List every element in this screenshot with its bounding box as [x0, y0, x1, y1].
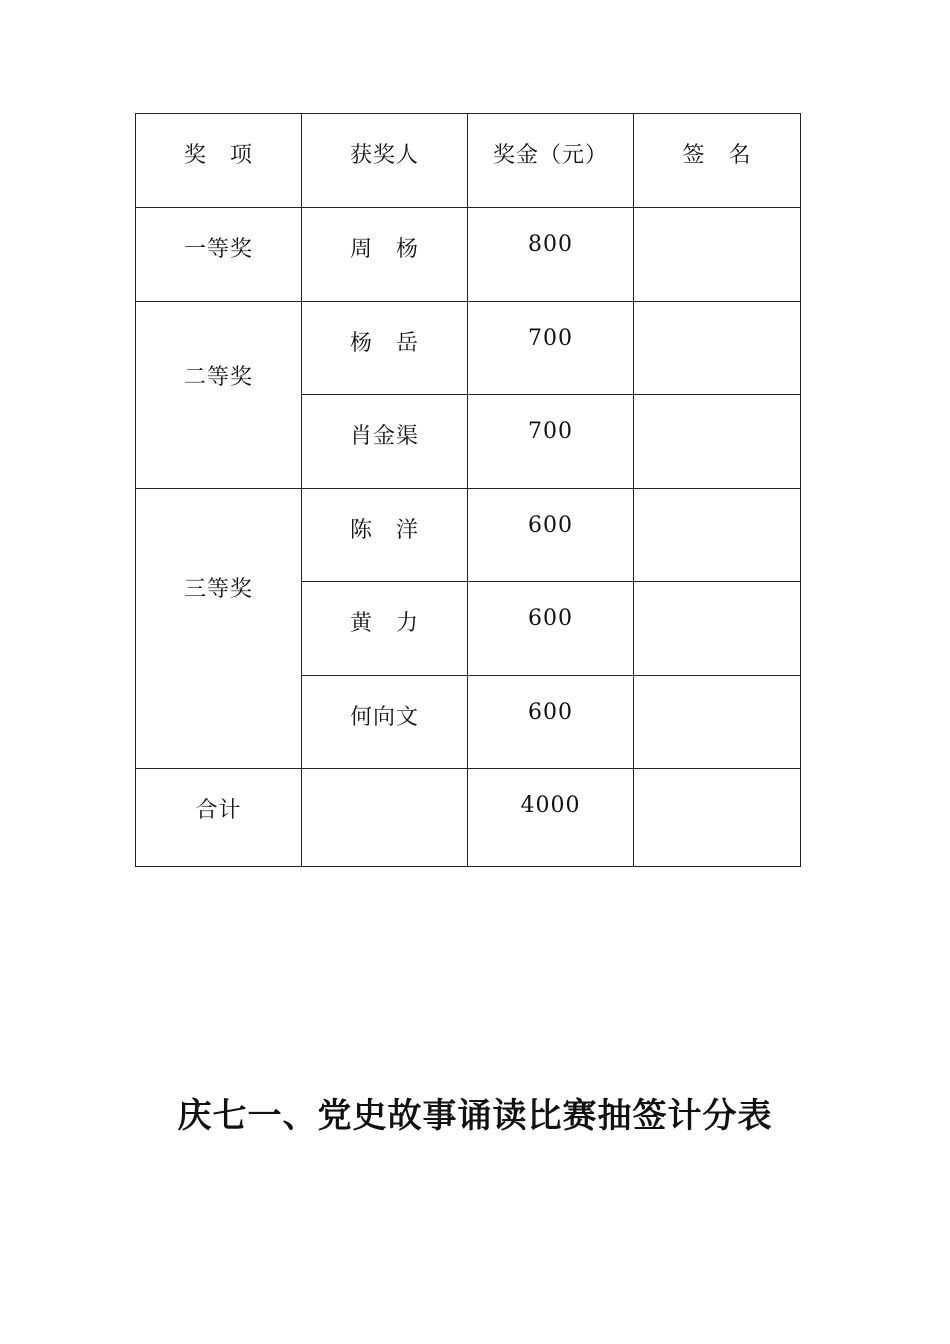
prize-cell: 二等奖: [136, 301, 302, 488]
signature-cell: [634, 675, 801, 769]
signature-cell: [634, 395, 801, 489]
signature-cell: [634, 488, 801, 582]
amount-cell: 600: [468, 675, 634, 769]
table-row: [136, 208, 801, 302]
winner-cell: 黄 力: [302, 582, 468, 676]
amount-cell: 700: [468, 301, 634, 395]
header-amount: 奖金（元）: [468, 114, 634, 208]
amount-cell: 600: [468, 582, 634, 676]
amount-cell: 800: [468, 208, 634, 302]
header-prize: 奖 项: [136, 114, 302, 208]
total-label: 合计: [136, 769, 302, 867]
signature-cell: [634, 208, 801, 302]
header-signature: 签 名: [634, 114, 801, 208]
award-table: [135, 113, 801, 867]
table-row: [136, 301, 801, 395]
signature-cell: [634, 301, 801, 395]
table-row: [136, 488, 801, 582]
winner-cell: 何向文: [302, 675, 468, 769]
winner-cell: 周 杨: [302, 208, 468, 302]
prize-cell: 一等奖: [136, 208, 302, 302]
total-signature-cell: [634, 769, 801, 867]
winner-cell: 陈 洋: [302, 488, 468, 582]
section-title: 庆七一、党史故事诵读比赛抽签计分表: [177, 1096, 773, 1136]
total-winner-cell: [302, 769, 468, 867]
amount-cell: 700: [468, 395, 634, 489]
prize-cell: 三等奖: [136, 488, 302, 769]
winner-cell: 杨 岳: [302, 301, 468, 395]
header-winner: 获奖人: [302, 114, 468, 208]
signature-cell: [634, 582, 801, 676]
winner-cell: 肖金渠: [302, 395, 468, 489]
table-header-row: [136, 114, 801, 208]
total-amount: 4000: [468, 769, 634, 867]
amount-cell: 600: [468, 488, 634, 582]
total-row: [136, 769, 801, 867]
